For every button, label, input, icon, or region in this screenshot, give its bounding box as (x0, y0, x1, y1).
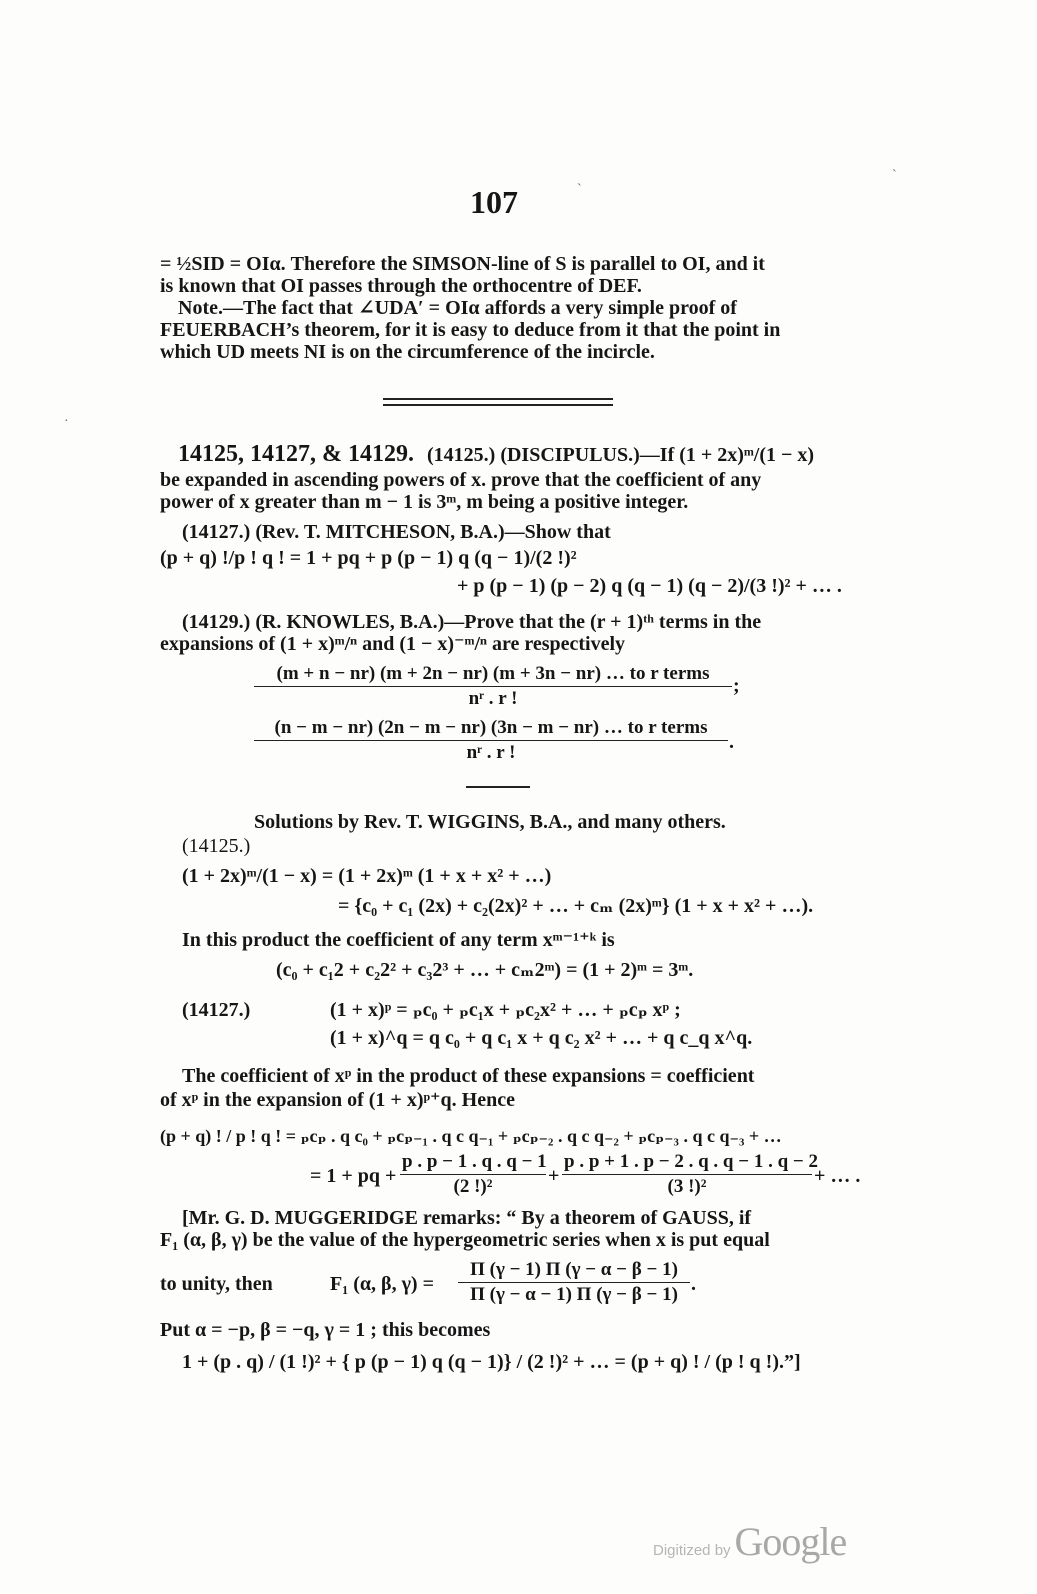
fraction-denominator: nʳ . r ! (466, 742, 516, 763)
fraction-denominator: Π (γ − α − 1) Π (γ − β − 1) (470, 1284, 678, 1305)
remark-text: [Mr. G. D. MUGGERIDGE remarks: “ By a theorem of GAUSS, if (182, 1207, 752, 1229)
gauss-fraction (458, 1258, 690, 1307)
fraction-term-3 (562, 1150, 818, 1199)
question-numbers: 14125, 14127, & 14129. (178, 441, 414, 467)
equation: F₁ (α, β, γ) = (330, 1273, 434, 1295)
question-text: (14129.) (R. KNOWLES, B.A.)—Prove that the (r + 1)ᵗʰ terms in the (182, 611, 762, 633)
operator: + (548, 1165, 560, 1187)
question-text: (14125.) (DISCIPULUS.)—If (1 + 2x)ᵐ/(1 − x) (427, 444, 815, 466)
remark-text: to unity, then (160, 1273, 273, 1295)
equation: + p (p − 1) (p − 2) q (q − 1) (q − 2)/(3 !)² + … . (457, 575, 842, 597)
remark-text: F₁ (α, β, γ) be the value of the hypergeometric series when x is put equal (160, 1229, 770, 1251)
equation: (1 + 2x)ᵐ/(1 − x) = (1 + 2x)ᵐ (1 + x + x² + …) (182, 865, 552, 887)
fraction-denominator: (2 !)² (453, 1176, 493, 1197)
digitized-label: Digitized by (653, 1542, 731, 1559)
intro-line: is known that OI passes through the orthocentre of DEF. (160, 275, 642, 297)
punctuation: ; (733, 675, 740, 697)
equation: (c₀ + c₁2 + c₂2² + c₃2³ + … + cₘ2ᵐ) = (1 + 2)ᵐ = 3ᵐ. (276, 959, 694, 981)
fraction-expansion-2 (254, 716, 728, 765)
note-line: Note.—The fact that ∠UDA′ = OIα affords a very simple proof of (178, 297, 737, 319)
fraction-numerator: p . p + 1 . p − 2 . q . q − 1 . q − 2 (562, 1150, 812, 1175)
fraction-numerator: p . p − 1 . q . q − 1 (400, 1150, 546, 1175)
equation: + … . (814, 1165, 861, 1187)
equation: 1 + (p . q) / (1 !)² + { p (p − 1) q (q − 1)} / (2 !)² + … = (p + q) ! / (p ! q !).”] (182, 1351, 801, 1373)
solution-text: In this product the coefficient of any term xᵐ⁻¹⁺ᵏ is (182, 929, 615, 951)
equation: (1 + x)ᵖ = ₚc₀ + ₚc₁x + ₚc₂x² + … + ₚcₚ xᵖ ; (330, 999, 681, 1021)
equation: = 1 + pq + (310, 1165, 397, 1187)
question-text: expansions of (1 + x)ᵐ/ⁿ and (1 − x)⁻ᵐ/ⁿ are respectively (160, 633, 626, 655)
punctuation: . (691, 1273, 696, 1295)
question-text: (14127.) (Rev. T. MITCHESON, B.A.)—Show that (182, 521, 611, 543)
page-number: 107 (470, 184, 518, 220)
scan-speck: ˋ (577, 182, 582, 197)
equation: (p + q) !/p ! q ! = 1 + pq + p (p − 1) q (q − 1)/(2 !)² (160, 547, 577, 569)
question-text: be expanded in ascending powers of x. prove that the coefficient of any (160, 469, 762, 491)
solutions-heading: Solutions by Rev. T. WIGGINS, B.A., and many others. (254, 811, 726, 833)
fraction-numerator: (m + n − nr) (m + 2n − nr) (m + 3n − nr) … to r terms (254, 662, 732, 687)
solution-text: The coefficient of xᵖ in the product of these expansions = coefficient (182, 1065, 755, 1087)
scan-speck: ˋ (892, 168, 897, 183)
solution-text: of xᵖ in the expansion of (1 + x)ᵖ⁺q. Hence (160, 1089, 515, 1111)
fraction-term-2 (400, 1150, 546, 1199)
punctuation: . (729, 731, 734, 753)
digitized-watermark (653, 1518, 846, 1565)
fraction-numerator: Π (γ − 1) Π (γ − α − β − 1) (458, 1258, 690, 1283)
equation: (p + q) ! / p ! q ! = ₚcₚ . q c₀ + ₚcₚ₋₁ . q c q₋₁ + ₚcₚ₋₂ . q c q₋₂ + ₚcₚ₋₃ . q c q₋₃ + … (160, 1126, 782, 1146)
remark-text: Put α = −p, β = −q, γ = 1 ; this becomes (160, 1319, 491, 1341)
fraction-denominator: (3 !)² (667, 1176, 707, 1197)
fraction-expansion-1 (254, 662, 732, 711)
google-logo: Google (734, 1519, 847, 1564)
equation: (1 + x)^q = q c₀ + q c₁ x + q c₂ x² + … + q c_q x^q. (330, 1027, 753, 1049)
scan-speck: · (64, 414, 69, 429)
fraction-denominator: nʳ . r ! (468, 688, 518, 709)
section-divider (383, 404, 613, 406)
intro-line: which UD meets NI is on the circumference of the incircle. (160, 341, 655, 363)
solution-label: (14125.) (182, 835, 251, 857)
intro-line: = ½SID = OIα. Therefore the SIMSON-line of S is parallel to OI, and it (160, 253, 765, 275)
question-heading (178, 442, 814, 467)
question-text: power of x greater than m − 1 is 3ᵐ, m being a positive integer. (160, 491, 689, 513)
solution-label: (14127.) (182, 999, 251, 1021)
section-divider (383, 398, 613, 400)
short-divider (466, 786, 530, 788)
equation: = {c₀ + c₁ (2x) + c₂(2x)² + … + cₘ (2x)ᵐ} (1 + x + x² + …). (338, 895, 814, 917)
fraction-numerator: (n − m − nr) (2n − m − nr) (3n − m − nr) … to r terms (254, 716, 728, 741)
intro-line: FEUERBACH’s theorem, for it is easy to deduce from it that the point in (160, 319, 781, 341)
